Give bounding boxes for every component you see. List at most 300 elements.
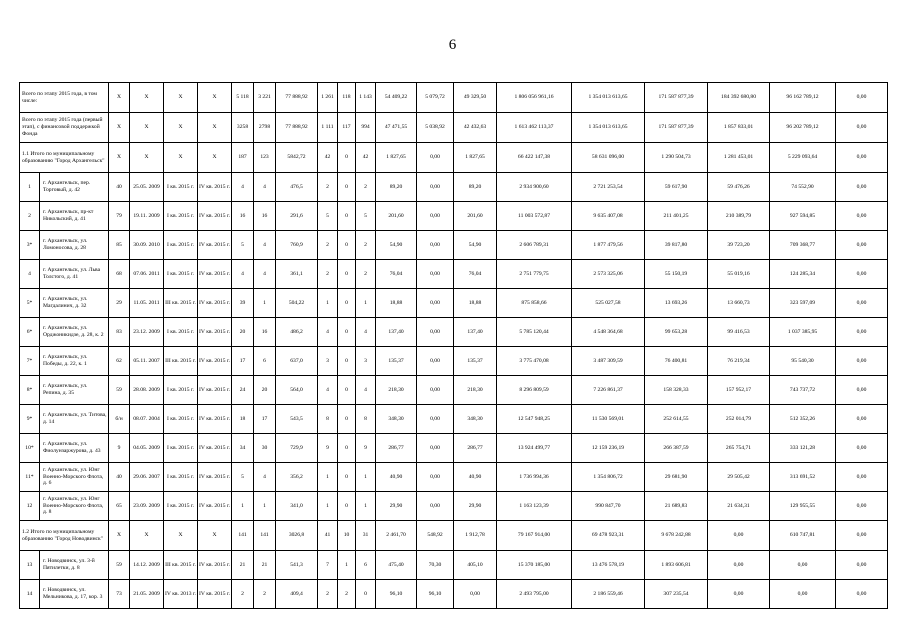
table-cell: 990 847,70 [572,492,645,521]
table-cell: 117 [338,113,356,143]
table-cell: 4 [254,231,276,260]
table-cell: 14.12. 2009 [130,551,164,580]
table-cell: IV кв. 2015 г. [198,318,232,347]
table-cell: 0,00 [417,492,454,521]
table-cell: 0,00 [836,318,888,347]
table-cell: 1 281 453,01 [708,143,770,173]
table-cell: 96,10 [376,580,417,609]
table-cell: 21.05. 2009 [130,580,164,609]
table-cell: 2 [318,580,338,609]
table-row [20,580,888,609]
table-cell: 11 003 572,87 [497,202,572,231]
table-cell: 10* [20,434,40,463]
table-cell: 1 143 [356,83,376,113]
table-cell: 4 [356,318,376,347]
summary-label: 1.1 Итого по муниципальному образованию "Город Архангельск" [20,143,109,173]
table-cell: 0 [338,289,356,318]
table-cell: 123 [254,143,276,173]
address-cell: г. Архангельск, ул. Магдалинич, д. 32 [40,289,109,318]
table-cell: 54,90 [454,231,497,260]
table-cell: 08.07. 2004 [130,405,164,434]
table-cell: 49 329,50 [454,83,497,113]
table-cell: 21 689,83 [645,492,708,521]
table-cell: 16 [254,202,276,231]
table-cell: 141 [254,521,276,551]
table-cell: 475,40 [376,551,417,580]
table-cell: 1 163 123,39 [497,492,572,521]
table-row [20,492,888,521]
table-cell: 291,6 [276,202,318,231]
table-cell: IV кв. 2015 г. [198,434,232,463]
table-cell: IV кв. 2015 г. [198,260,232,289]
table-cell: 18,88 [454,289,497,318]
table-cell: 4 [318,376,338,405]
table-cell: 124 285,34 [770,260,836,289]
table-cell: 1 [318,492,338,521]
table-cell: 0,00 [708,521,770,551]
table-cell: 1 111 [318,113,338,143]
table-cell: 39 [232,289,254,318]
table-cell: 13 693,26 [645,289,708,318]
table-cell: 8 [356,405,376,434]
table-cell: 11.05. 2011 [130,289,164,318]
table-cell: IV кв. 2015 г. [198,347,232,376]
table-cell: IV кв. 2015 г. [198,202,232,231]
table-cell: 348,30 [376,405,417,434]
table-cell: 201,60 [376,202,417,231]
table-cell: 0 [338,492,356,521]
table-cell: III кв. 2015 г. [164,347,198,376]
table-cell: 0,00 [417,231,454,260]
table-cell: 23.09. 2009 [130,492,164,521]
table-cell: 66 422 147,38 [497,143,572,173]
table-cell: 59 [109,551,130,580]
table-cell: 79 [109,202,130,231]
table-cell: 0,00 [770,580,836,609]
table-cell: 5 229 093,64 [770,143,836,173]
table-cell: 59 617,90 [645,173,708,202]
table-cell: 1 893 606,81 [645,551,708,580]
address-cell: г. Архангельск, пер. Торговый, д. 42 [40,173,109,202]
address-cell: г. Архангельск, ул. Юнг Военно-Морского Флота, д. 6 [40,463,109,492]
table-cell: 157 952,17 [708,376,770,405]
table-cell: 1 857 833,01 [708,113,770,143]
table-cell: 21 [254,551,276,580]
table-cell: 5 [318,202,338,231]
table-cell: 356,2 [276,463,318,492]
table-cell: 55 150,19 [645,260,708,289]
address-cell: г. Архангельск, ул. Фиолунзаржурова, д. 43 [40,434,109,463]
table-cell: 10 [338,521,356,551]
address-cell: г. Архангельск, ул. Юнг Военно-Морского Флота, д. 8 [40,492,109,521]
table-cell: 5 785 120,44 [497,318,572,347]
table-cell: 29,90 [454,492,497,521]
table-cell: 0,00 [417,318,454,347]
table-cell: 187 [232,143,254,173]
table-cell: 5 [232,231,254,260]
table-cell: 543,5 [276,405,318,434]
address-cell: г. Архангельск, ул. Орджоникидзе, д. 28, к. 2 [40,318,109,347]
table-cell: 17 [254,405,276,434]
table-cell: 0 [338,173,356,202]
table-cell: 525 027,58 [572,289,645,318]
table-cell: 8 296 809,59 [497,376,572,405]
table-cell: 68 [109,260,130,289]
table-cell: 0 [338,143,356,173]
table-cell: 218,30 [454,376,497,405]
table-cell: 0 [356,580,376,609]
table-cell: 1 354 806,72 [572,463,645,492]
table-cell: 11* [20,463,40,492]
table-cell: 3* [20,231,40,260]
table-cell: 0,00 [836,463,888,492]
table-cell: X [109,83,130,113]
table-cell: 1 [356,289,376,318]
table-cell: 2798 [254,113,276,143]
table-cell: III кв. 2015 г. [164,289,198,318]
table-cell: 0,00 [836,580,888,609]
table-cell: 54,90 [376,231,417,260]
table-cell: 9 678 242,88 [645,521,708,551]
table-cell: 201,60 [454,202,497,231]
table-cell: 0 [338,376,356,405]
table-cell: X [109,113,130,143]
table-cell: 58 631 096,00 [572,143,645,173]
table-cell: 0,00 [836,405,888,434]
table-cell: 476,5 [276,173,318,202]
table-cell: 34 [232,434,254,463]
table-cell: 4 [356,376,376,405]
table-cell: 18,88 [376,289,417,318]
table-cell: 0,00 [417,347,454,376]
table-cell: 2 [356,260,376,289]
table-cell: 0,00 [836,202,888,231]
table-cell: 31 [356,521,376,551]
table-cell: 3 775 470,08 [497,347,572,376]
table-cell: 1 827,65 [454,143,497,173]
table-cell: 7* [20,347,40,376]
table-cell: 7 226 861,37 [572,376,645,405]
table-cell: 0 [338,260,356,289]
table-cell: 89,20 [376,173,417,202]
table-cell: 265 754,71 [708,434,770,463]
table-cell: 0,00 [836,551,888,580]
table-cell: 3 [356,347,376,376]
table-cell: 286,77 [376,434,417,463]
table-cell: 2 [318,231,338,260]
summary-row [20,83,888,113]
table-cell: 2 [318,260,338,289]
table-cell: X [109,143,130,173]
table-cell: IV кв. 2015 г. [198,492,232,521]
table-cell: 5 118 [232,83,254,113]
table-cell: 2 461,70 [376,521,417,551]
table-cell: 95 540,30 [770,347,836,376]
table-cell: 184 392 680,80 [708,83,770,113]
table-cell: 13 [20,551,40,580]
table-cell: IV кв. 2013 г. [164,580,198,609]
table-cell: 8* [20,376,40,405]
table-cell: 65 [109,492,130,521]
table-cell: 361,1 [276,260,318,289]
table-cell: 0,00 [708,551,770,580]
table-row [20,289,888,318]
table-cell: 17 [232,347,254,376]
table-cell: IV кв. 2015 г. [198,580,232,609]
table-cell: 5 079,72 [417,83,454,113]
table-cell: 266 387,59 [645,434,708,463]
table-cell: 41 [318,521,338,551]
table-cell: 76,04 [454,260,497,289]
table-cell: 1 613 462 113,37 [497,113,572,143]
table-cell: 1 912,78 [454,521,497,551]
table-cell: 1 [254,492,276,521]
table-cell: 927 594,85 [770,202,836,231]
table-cell: 307 235,54 [645,580,708,609]
table-cell: 25.05. 2009 [130,173,164,202]
table-cell: 1 354 013 613,65 [572,113,645,143]
table-cell: 16 [232,202,254,231]
table-cell: 210 389,79 [708,202,770,231]
table-cell: 541,3 [276,551,318,580]
table-cell: 19.11. 2009 [130,202,164,231]
address-cell: г. Архангельск, пр-кт Никольский, д. 41 [40,202,109,231]
table-cell: 2 [20,202,40,231]
table-cell: 5 [356,202,376,231]
table-cell: 0,00 [836,492,888,521]
table-cell: 77 888,92 [276,113,318,143]
table-cell: 0 [338,405,356,434]
table-cell: 2 [338,580,356,609]
table-cell: I кв. 2015 г. [164,405,198,434]
table-cell: 42 432,63 [454,113,497,143]
summary-row [20,521,888,551]
table-cell: 4 [232,260,254,289]
table-cell: 323 597,09 [770,289,836,318]
table-cell: 137,40 [454,318,497,347]
table-cell: 0,00 [836,434,888,463]
table-row [20,202,888,231]
table-cell: 610 747,81 [770,521,836,551]
table-cell: 3 221 [254,83,276,113]
table-cell: 70,30 [417,551,454,580]
table-cell: 405,10 [454,551,497,580]
resettlement-table [19,82,888,609]
table-cell: 252 614,55 [645,405,708,434]
table-cell: 0 [338,463,356,492]
table-cell: 141 [232,521,254,551]
table-cell: 0,00 [417,463,454,492]
table-cell: 760,9 [276,231,318,260]
table-cell: 0,00 [770,551,836,580]
table-cell: 30.09. 2010 [130,231,164,260]
table-row [20,551,888,580]
table-cell: X [130,113,164,143]
table-cell: 564,0 [276,376,318,405]
table-cell: 11 530 569,01 [572,405,645,434]
table-cell: 77 888,92 [276,83,318,113]
table-row [20,318,888,347]
table-cell: 73 [109,580,130,609]
table-cell: 96 162 789,12 [770,83,836,113]
address-cell: г. Новодвинск, ул. Мельникова, д. 17, кор. 3 [40,580,109,609]
table-cell: 504,22 [276,289,318,318]
table-cell: 0,00 [836,143,888,173]
table-cell: 348,30 [454,405,497,434]
table-cell: 89,20 [454,173,497,202]
table-cell: 74 552,90 [770,173,836,202]
table-cell: 3026,8 [276,521,318,551]
table-cell: 0,00 [836,113,888,143]
table-cell: 0,00 [454,580,497,609]
table-cell: 1 827,65 [376,143,417,173]
table-cell: I кв. 2015 г. [164,173,198,202]
table-cell: 8 [318,405,338,434]
table-cell: 743 737,72 [770,376,836,405]
table-cell: 0,00 [836,289,888,318]
table-cell: 9 [109,434,130,463]
table-cell: 0,00 [836,231,888,260]
table-cell: 40 [109,463,130,492]
table-cell: 96,10 [417,580,454,609]
table-cell: X [130,83,164,113]
table-cell: 118 [338,83,356,113]
summary-row [20,113,888,143]
table-cell: 4 [232,173,254,202]
table-cell: 69 478 923,31 [572,521,645,551]
table-cell: 30 [254,434,276,463]
table-cell: 158 328,33 [645,376,708,405]
table-cell: 2 [318,173,338,202]
table-cell: 0,00 [836,173,888,202]
table-cell: 99 416,53 [708,318,770,347]
table-cell: 4 [318,318,338,347]
address-cell: г. Архангельск, ул. Льва Толстого, д. 41 [40,260,109,289]
table-cell: 171 587 877,39 [645,113,708,143]
table-cell: 40 [109,173,130,202]
table-cell: 2 493 795,00 [497,580,572,609]
table-cell: 1 [356,463,376,492]
table-cell: 39 723,20 [708,231,770,260]
table-cell: X [164,83,198,113]
table-cell: 1 290 504,73 [645,143,708,173]
table-cell: 0,00 [417,143,454,173]
table-row [20,231,888,260]
table-cell: 5 038,92 [417,113,454,143]
table-cell: 211 401,25 [645,202,708,231]
table-cell: 2 186 559,46 [572,580,645,609]
table-cell: 13 476 578,19 [572,551,645,580]
table-cell: 9 [318,434,338,463]
table-cell: 486,2 [276,318,318,347]
table-cell: б/н [109,405,130,434]
table-cell: 2 [356,231,376,260]
table-cell: I кв. 2015 г. [164,202,198,231]
table-cell: 0,00 [417,260,454,289]
table-cell: 548,92 [417,521,454,551]
table-cell: X [198,521,232,551]
table-cell: X [164,113,198,143]
table-cell: IV кв. 2015 г. [198,231,232,260]
table-cell: I кв. 2015 г. [164,434,198,463]
table-cell: 3258 [232,113,254,143]
table-cell: 6 [356,551,376,580]
table-cell: 29 [109,289,130,318]
address-cell: г. Новодвинск, ул. 3-й Пятилетки, д. 8 [40,551,109,580]
table-cell: 6 [254,347,276,376]
table-cell: 1 354 013 613,65 [572,83,645,113]
table-cell: 62 [109,347,130,376]
table-cell: 637,0 [276,347,318,376]
table-cell: 1 261 [318,83,338,113]
table-cell: 1 806 056 961,16 [497,83,572,113]
table-row [20,434,888,463]
table-cell: IV кв. 2015 г. [198,463,232,492]
table-cell: 55 019,16 [708,260,770,289]
table-cell: 512 352,26 [770,405,836,434]
table-cell: 2 [254,580,276,609]
table-cell: 54 409,22 [376,83,417,113]
table-cell: 15 370 185,00 [497,551,572,580]
table-cell: 2 [232,580,254,609]
summary-label: 1.2 Итого по муниципальному образованию "Город Новодвинск" [20,521,109,551]
table-cell: 29 681,90 [645,463,708,492]
table-cell: 218,30 [376,376,417,405]
table-cell: 85 [109,231,130,260]
table-cell: 1 [318,463,338,492]
table-cell: 875 858,66 [497,289,572,318]
table-row [20,405,888,434]
summary-row [20,143,888,173]
table-cell: 23.12. 2009 [130,318,164,347]
table-cell: 0,00 [417,289,454,318]
table-cell: 729,9 [276,434,318,463]
table-cell: 4 548 364,68 [572,318,645,347]
table-cell: 04.05. 2009 [130,434,164,463]
table-cell: 24 [232,376,254,405]
table-cell: 409,4 [276,580,318,609]
table-cell: 0,00 [417,405,454,434]
table-cell: 12 159 236,19 [572,434,645,463]
table-cell: 0,00 [708,580,770,609]
table-cell: X [198,113,232,143]
table-cell: 16 [254,318,276,347]
table-cell: 0 [338,347,356,376]
table-cell: 1 [356,492,376,521]
table-cell: 29,90 [376,492,417,521]
table-cell: 0,00 [836,347,888,376]
table-cell: 313 691,52 [770,463,836,492]
table-cell: 4 [254,260,276,289]
table-cell: 2 [356,173,376,202]
table-cell: 1 877 479,56 [572,231,645,260]
table-cell: 252 014,79 [708,405,770,434]
table-cell: 6* [20,318,40,347]
table-cell: I кв. 2015 г. [164,376,198,405]
table-cell: 18 [232,405,254,434]
table-cell: 40,90 [454,463,497,492]
table-cell: X [164,521,198,551]
table-cell: 0 [338,318,356,347]
table-cell: 5842,72 [276,143,318,173]
address-cell: г. Архангельск, ул. Ломоносова, д. 28 [40,231,109,260]
table-cell: 07.06. 2011 [130,260,164,289]
table-cell: 47 471,55 [376,113,417,143]
table-row [20,463,888,492]
table-cell: 76,04 [376,260,417,289]
table-cell: 28.08. 2009 [130,376,164,405]
table-cell: 4 [20,260,40,289]
